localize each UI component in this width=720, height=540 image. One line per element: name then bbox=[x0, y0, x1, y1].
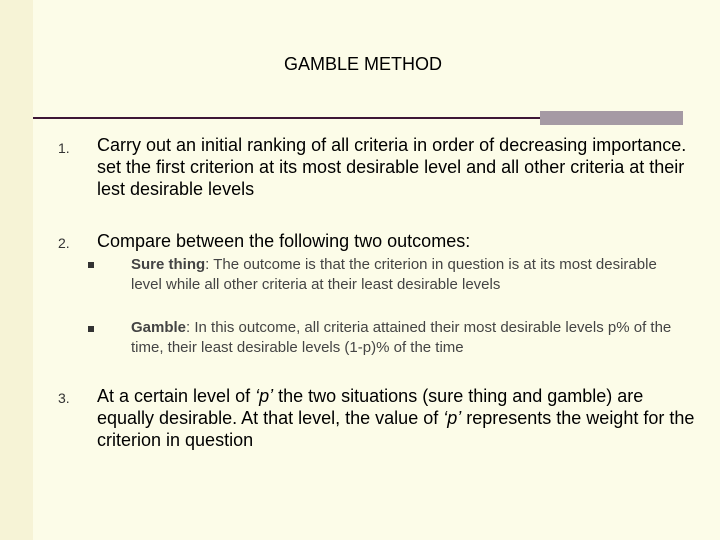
slide-title: GAMBLE METHOD bbox=[283, 54, 443, 74]
text-segment: the two situations (sure thing and gamble) are equally desirable. At that level, the value of bbox=[97, 386, 644, 428]
text-segment: represents the weight for the criterion in question bbox=[97, 408, 695, 450]
item-1-text: Carry out an initial ranking of all criteria in order of decreasing importance. set the first criterion at its most desirable level and all other criteria at their lest desirable levels bbox=[97, 135, 687, 199]
item-1-number: 1. bbox=[58, 140, 70, 156]
item-2-number: 2. bbox=[58, 235, 70, 251]
item-3-number: 3. bbox=[58, 390, 70, 406]
emphasis-p: ‘p’ bbox=[443, 408, 462, 428]
sub-item-term: Sure thing bbox=[131, 256, 206, 273]
item-2-text: Compare between the following two outcomes: bbox=[97, 231, 471, 251]
sub-item-gamble bbox=[131, 318, 691, 357]
item-3-text bbox=[97, 385, 697, 451]
divider-accent bbox=[540, 111, 683, 125]
sub-item-sure-thing bbox=[131, 255, 691, 294]
left-margin-band bbox=[0, 0, 33, 540]
text-segment: At a certain level of bbox=[97, 386, 256, 406]
bullet-square-icon bbox=[88, 262, 94, 268]
sub-item-description: : The outcome is that the criterion in question is at its most desirable level while all other criteria at their least desirable levels bbox=[131, 256, 657, 293]
bullet-square-icon bbox=[88, 326, 94, 332]
sub-item-description: : In this outcome, all criteria attained their most desirable levels p% of the time, their least desirable levels (1-p)% of the time bbox=[131, 319, 672, 356]
sub-item-term: Gamble bbox=[131, 319, 187, 336]
emphasis-p: ‘p’ bbox=[255, 386, 274, 406]
